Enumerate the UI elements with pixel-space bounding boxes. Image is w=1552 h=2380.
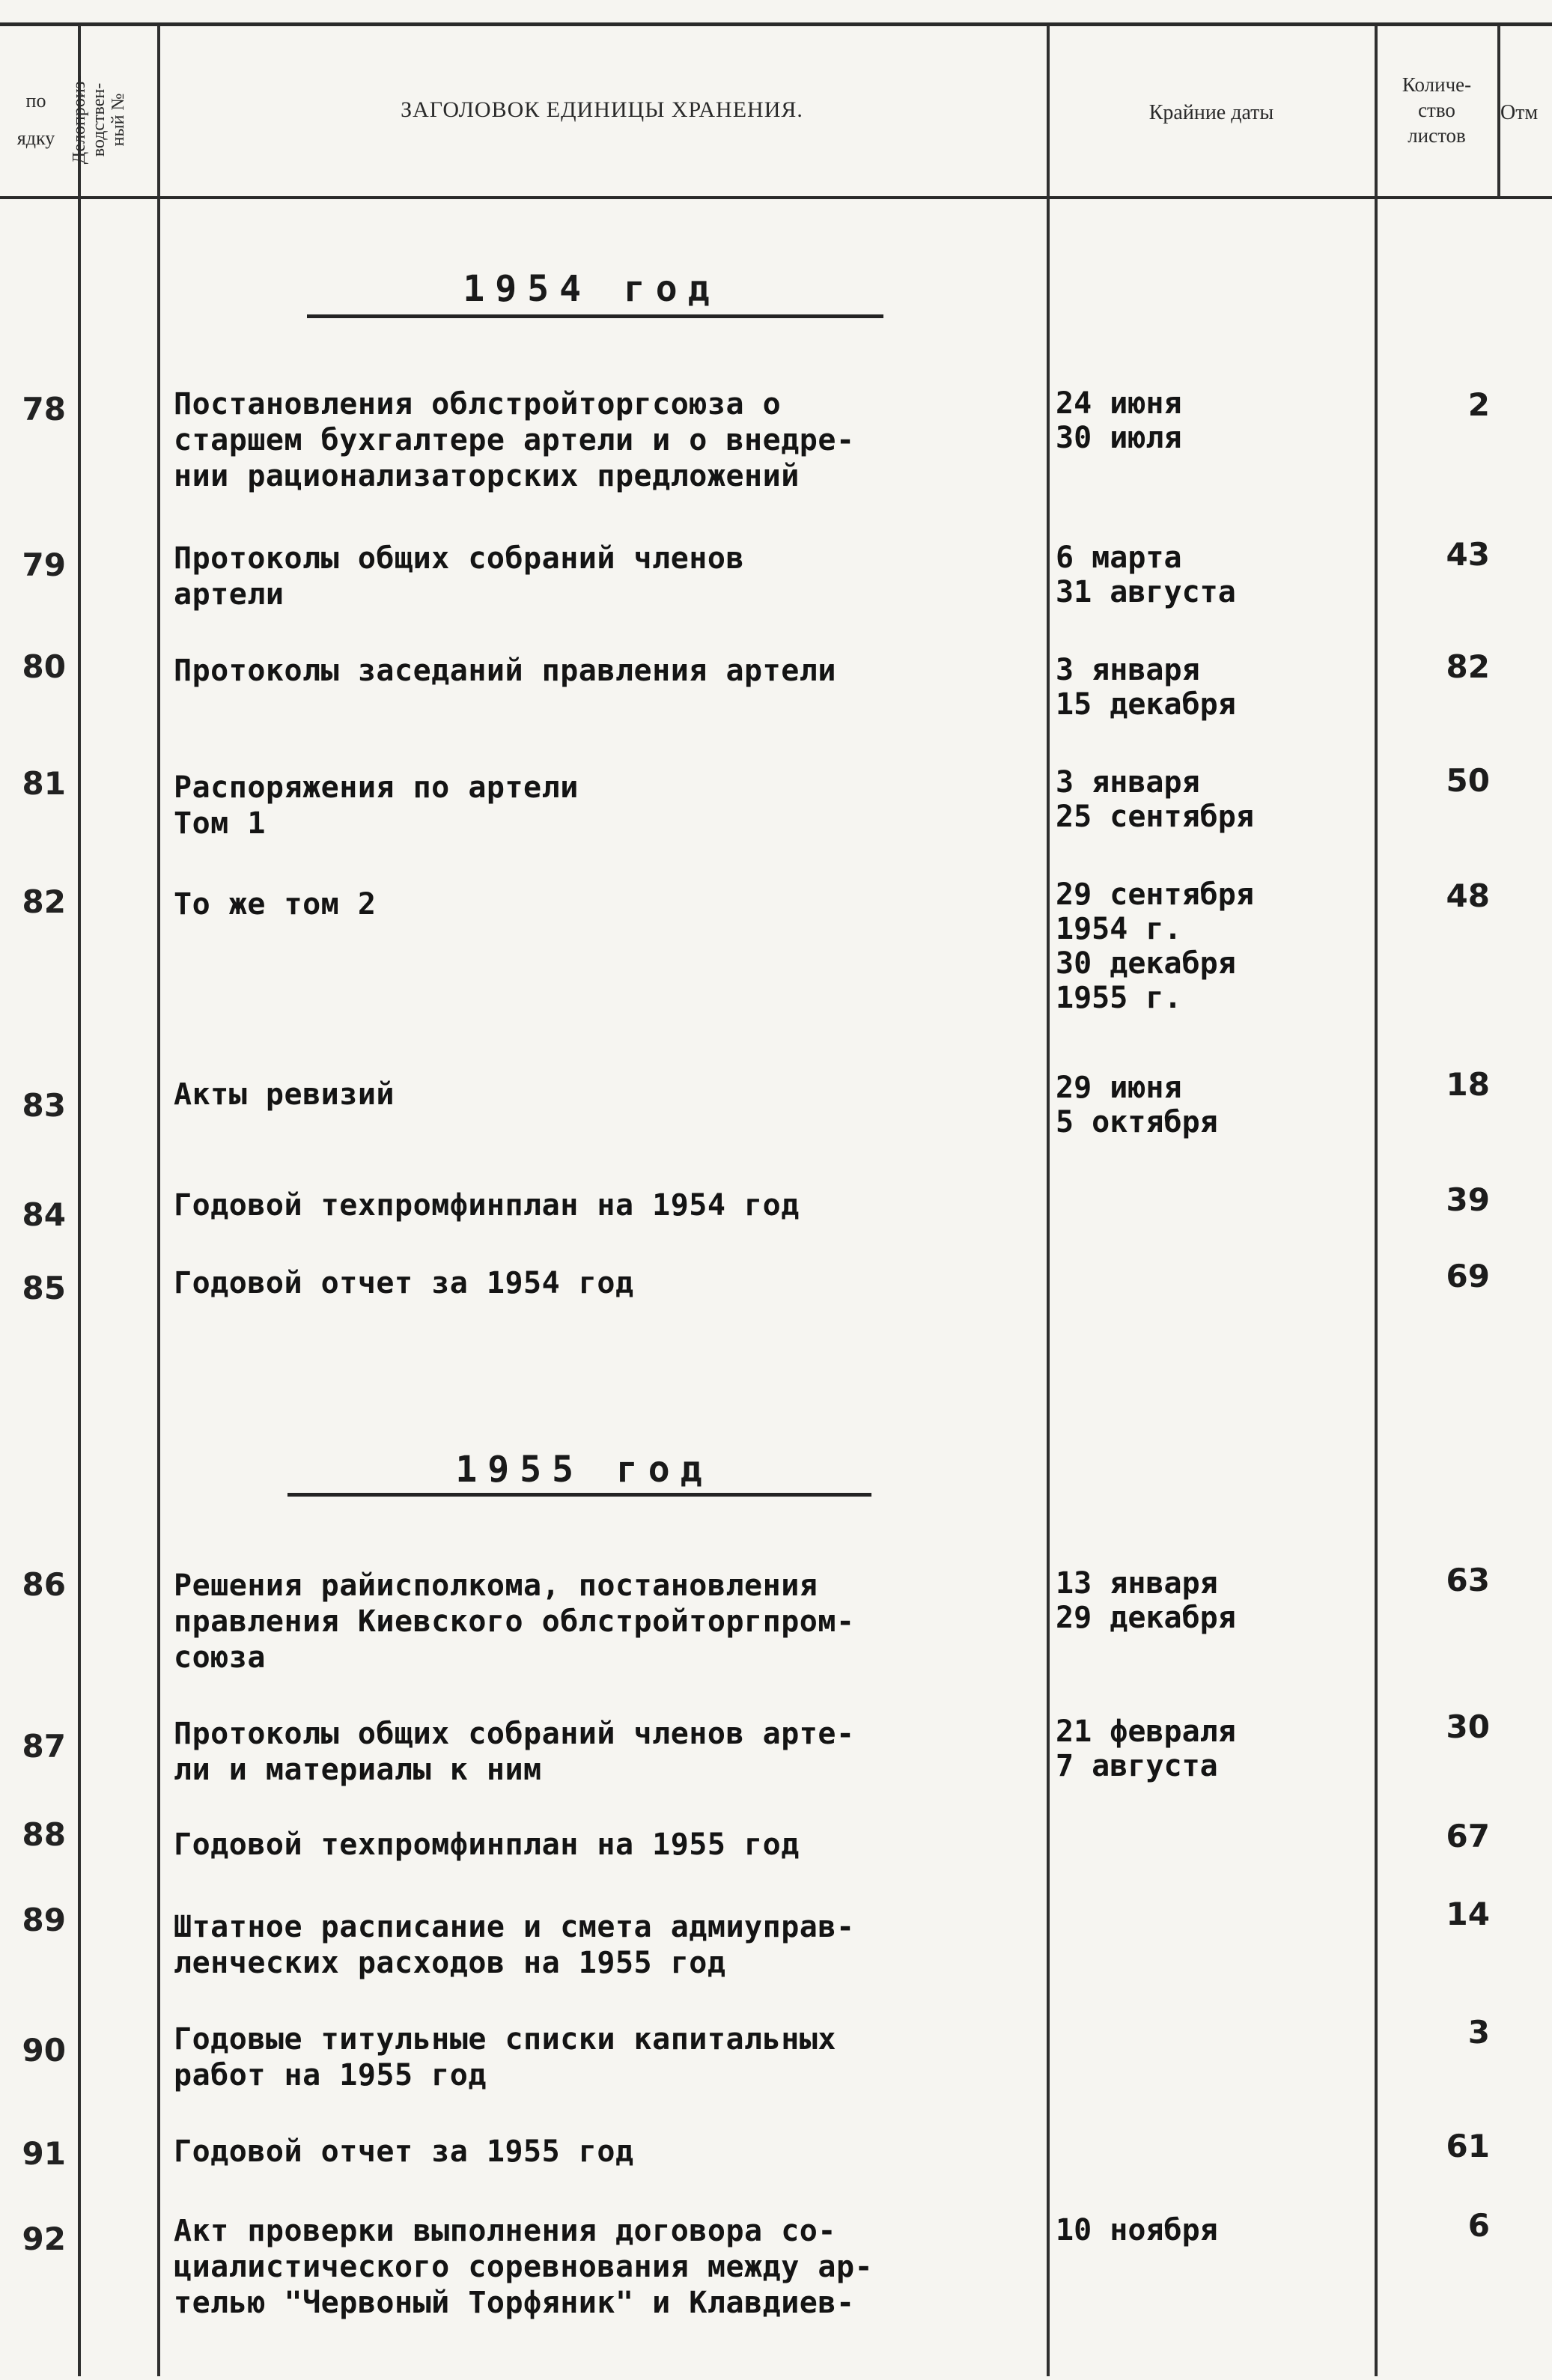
row-dates: 29 июня 5 октября xyxy=(1056,1071,1218,1139)
row-title: Распоряжения по артели Том 1 xyxy=(174,770,579,841)
row-dates: 21 февраля 7 августа xyxy=(1056,1714,1236,1783)
top-rule xyxy=(0,22,1552,26)
row-number: 92 xyxy=(22,2221,66,2257)
row-title: Решения райисполкома, постановления правления Киевского облстройторгпром- союза xyxy=(174,1568,855,1675)
header-dates: Крайние даты xyxy=(1148,101,1274,124)
row-sheets: 67 xyxy=(1446,1818,1490,1854)
row-title: Годовые титульные списки капитальных работ на 1955 год xyxy=(174,2022,836,2093)
row-sheets: 48 xyxy=(1446,877,1490,914)
row-number: 79 xyxy=(22,547,66,583)
row-title: Годовой техпромфинплан на 1954 год xyxy=(174,1188,800,1223)
row-number: 91 xyxy=(22,2135,66,2172)
header-bottom-rule xyxy=(0,196,1552,199)
row-number: 85 xyxy=(22,1270,66,1306)
row-title: Протоколы общих собраний членов арте- ли и материалы к ним xyxy=(174,1717,855,1787)
row-number: 82 xyxy=(22,883,66,920)
year-heading-1955: 1955 год xyxy=(455,1449,713,1491)
row-number: 88 xyxy=(22,1816,66,1853)
row-title: Протоколы заседаний правления артели xyxy=(174,654,836,688)
row-sheets: 6 xyxy=(1467,2207,1490,2244)
row-title: Годовой отчет за 1954 год xyxy=(174,1266,634,1300)
row-sheets: 43 xyxy=(1446,536,1490,573)
row-dates: 29 сентября 1954 г. 30 декабря 1955 г. xyxy=(1056,877,1254,1015)
year-heading-1954-underline xyxy=(307,314,883,318)
row-number: 86 xyxy=(22,1566,66,1603)
row-title: Годовой техпромфинплан на 1955 год xyxy=(174,1827,800,1862)
row-sheets: 50 xyxy=(1446,762,1490,799)
row-number: 89 xyxy=(22,1902,66,1938)
row-sheets: 14 xyxy=(1446,1896,1490,1932)
header-office-no: Делопроиз- водствен- ный № xyxy=(70,75,128,165)
row-title: То же том 2 xyxy=(174,887,377,922)
col-divider-1 xyxy=(78,25,81,2376)
row-number: 84 xyxy=(22,1196,66,1233)
row-dates: 3 января 25 сентября xyxy=(1056,765,1254,834)
row-sheets: 2 xyxy=(1467,386,1490,423)
row-dates: 13 января 29 декабря xyxy=(1056,1566,1236,1635)
row-title: Акты ревизий xyxy=(174,1077,395,1112)
row-sheets: 30 xyxy=(1446,1708,1490,1745)
row-title: Постановления облстройторгсоюза о старшем бухгалтере артели и о внедре- нии рационализаторских предложений xyxy=(174,387,855,493)
row-number: 80 xyxy=(22,648,66,685)
row-sheets: 63 xyxy=(1446,1562,1490,1598)
row-title: Штатное расписание и смета адмиуправ- ленческих расходов на 1955 год xyxy=(174,1910,855,1980)
row-sheets: 61 xyxy=(1446,2128,1490,2164)
header-sheets: Количе- ство листов xyxy=(1402,73,1472,147)
row-number: 81 xyxy=(22,765,66,802)
row-number: 78 xyxy=(22,391,66,427)
row-number: 83 xyxy=(22,1087,66,1124)
row-title: Акт проверки выполнения договора со- циалистического соревнования между ар- телью "Червоный Торфяник" и Клавдиев- xyxy=(174,2214,874,2320)
header-notes: Отм xyxy=(1500,101,1539,124)
row-title: Годовой отчет за 1955 год xyxy=(174,2134,634,2169)
header-title: ЗАГОЛОВОК ЕДИНИЦЫ ХРАНЕНИЯ. xyxy=(401,97,803,122)
row-dates: 3 января 15 декабря xyxy=(1056,653,1236,722)
row-dates: 6 марта 31 августа xyxy=(1056,541,1236,609)
row-sheets: 39 xyxy=(1446,1181,1490,1218)
row-sheets: 82 xyxy=(1446,648,1490,685)
year-heading-1955-underline xyxy=(287,1493,871,1497)
row-sheets: 3 xyxy=(1467,2014,1490,2051)
year-heading-1954: 1954 год xyxy=(463,268,720,310)
row-sheets: 69 xyxy=(1446,1258,1490,1294)
row-sheets: 18 xyxy=(1446,1066,1490,1103)
col-divider-2 xyxy=(157,25,160,2376)
row-dates: 24 июня 30 июля xyxy=(1056,386,1182,455)
row-dates: 10 ноября xyxy=(1056,2213,1218,2247)
row-title: Протоколы общих собраний членов артели xyxy=(174,541,745,612)
header-order: по ядку xyxy=(16,90,55,149)
row-number: 90 xyxy=(22,2032,66,2069)
row-number: 87 xyxy=(22,1728,66,1765)
